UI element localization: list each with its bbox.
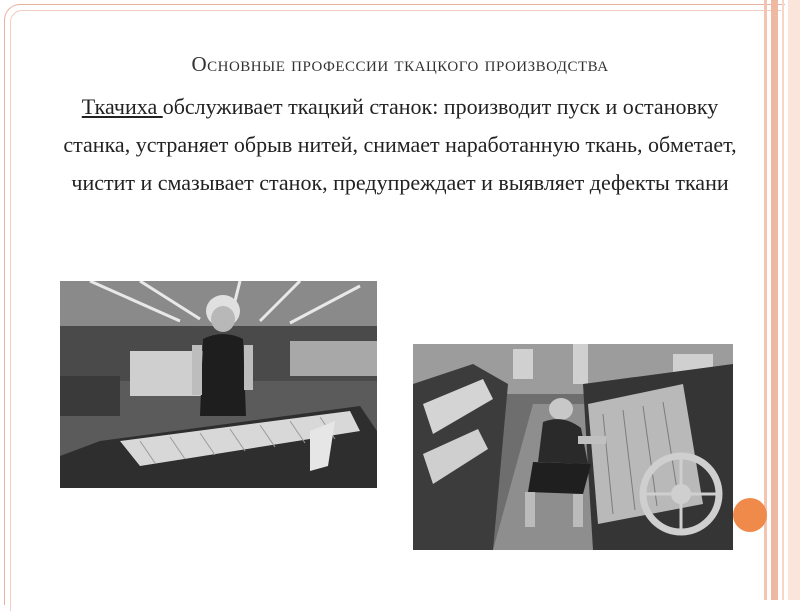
right-stripe (788, 0, 800, 600)
decorative-dot (733, 498, 767, 532)
right-stripe (771, 0, 778, 600)
right-stripe (782, 0, 784, 600)
profession-term: Ткачиха (81, 94, 163, 119)
profession-description (60, 88, 740, 202)
description-text: обслуживает ткацкий станок: производит пуск и остановку станка, устраняет обрыв нитей, снимает наработанную ткань, обметает, чистит и смазывает станок, предупреждает и выявляет дефекты ткани (63, 94, 737, 195)
slide-title: Основные профессии ткацкого производства (191, 52, 609, 76)
weaver-at-loom-photo (60, 281, 377, 488)
weaver-servicing-looms-photo (413, 344, 733, 550)
